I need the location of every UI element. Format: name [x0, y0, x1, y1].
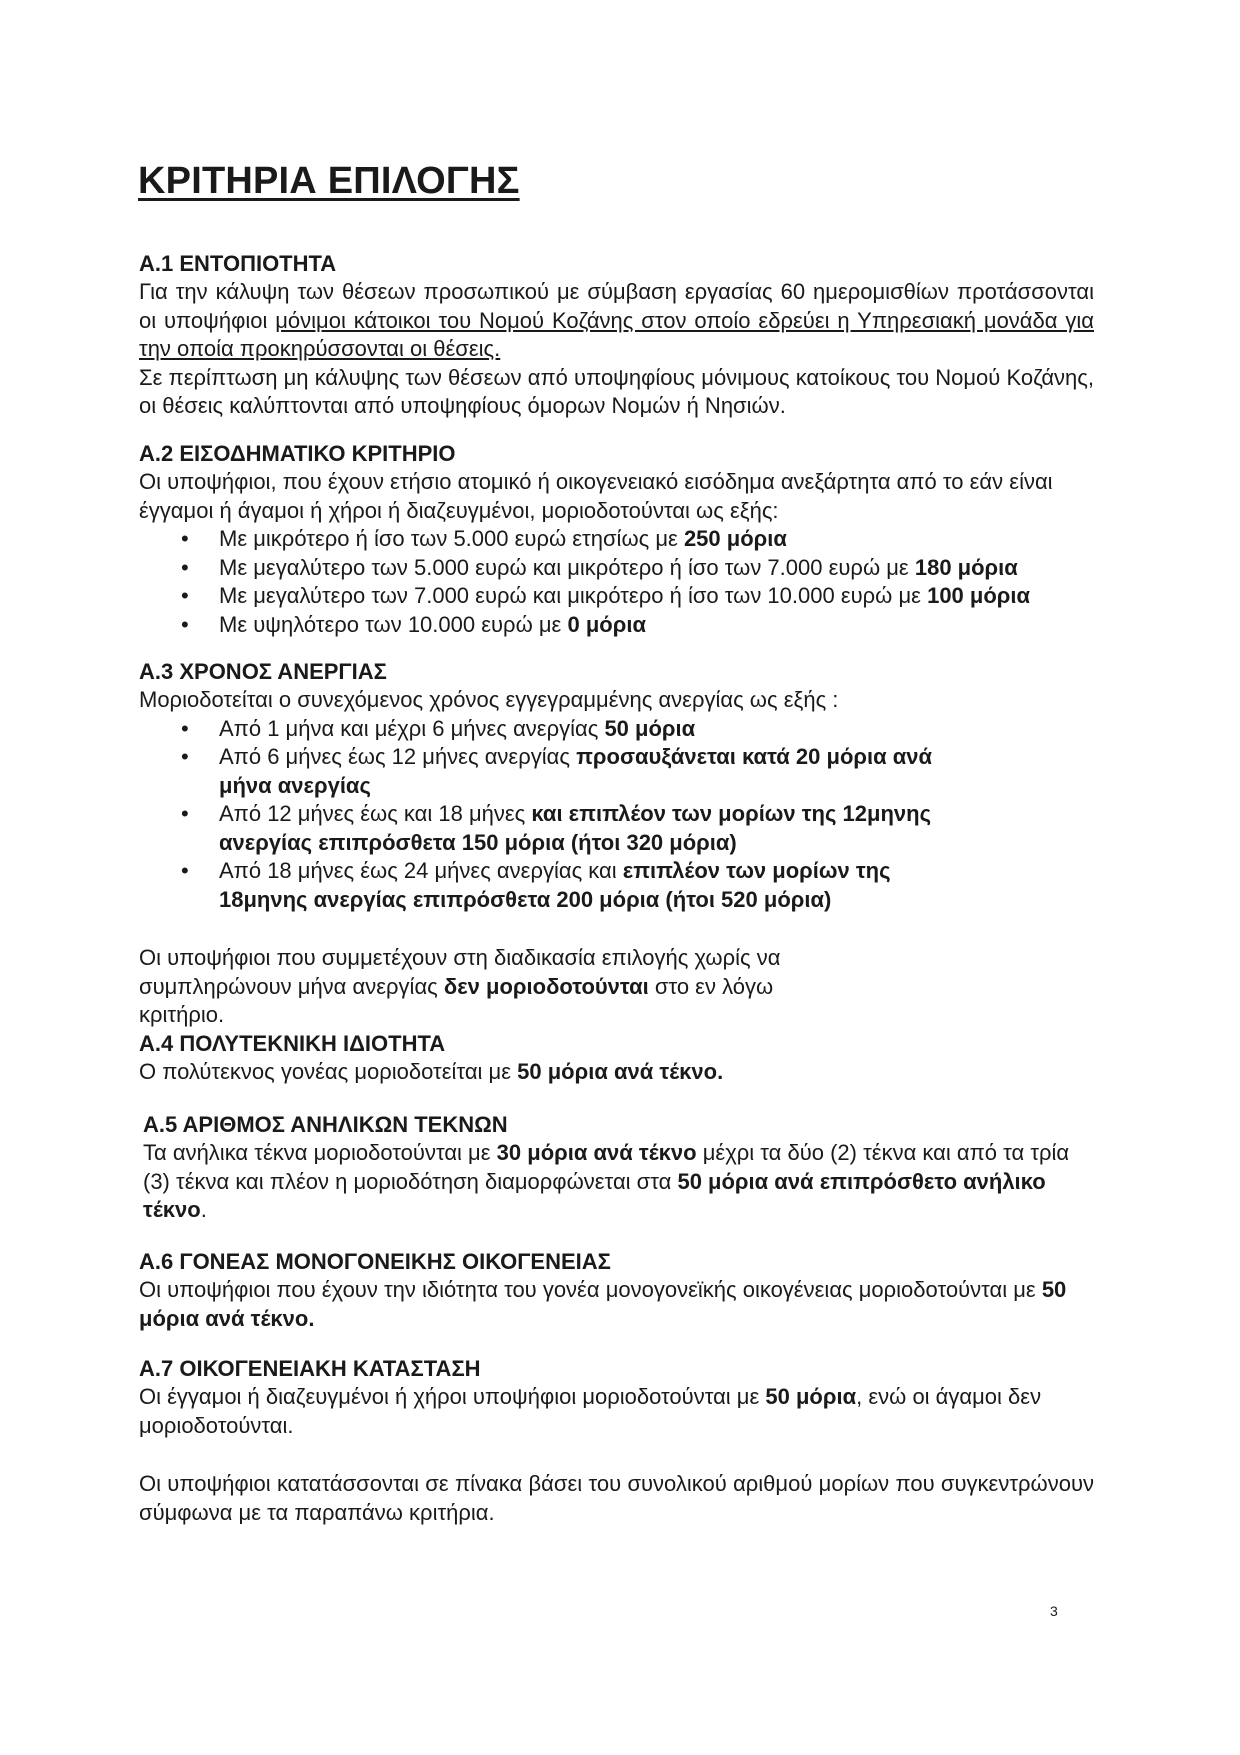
section-a6-plain: Οι υποψήφιοι που έχουν την ιδιότητα του γονέα μονογονεϊκής οικογένειας μοριοδοτούνται με: [139, 1277, 1042, 1302]
section-a3: [139, 658, 1094, 1030]
list-item-text: Από 1 μήνα και μέχρι 6 μήνες ανεργίας: [219, 715, 605, 741]
section-a7-plain-1: Οι έγγαμοι ή διαζευγμένοι ή χήροι υποψήφιοι μοριοδοτούνται με: [139, 1384, 766, 1409]
section-a3-list: [139, 715, 1094, 915]
section-a4-heading: Α.4 ΠΟΛΥΤΕΚΝΙΚΗ ΙΔΙΟΤΗΤΑ: [139, 1031, 446, 1056]
section-a4-plain: Ο πολύτεκνος γονέας μοριοδοτείται με: [139, 1059, 518, 1084]
list-item-text: Με μεγαλύτερο των 7.000 ευρώ και μικρότερο ή ίσο των 10.000 ευρώ με: [219, 583, 928, 608]
list-item-text: Με υψηλότερο των 10.000 ευρώ με: [219, 611, 568, 637]
list-item-points: 180 μόρια: [914, 554, 1018, 580]
section-a4-points: 50 μόρια ανά τέκνο.: [517, 1059, 724, 1084]
section-a1-heading: Α.1 ΕΝΤΟΠΙΟΤΗΤΑ: [139, 251, 337, 276]
section-a2-list: [139, 525, 1094, 639]
list-item-points: 50 μόρια: [604, 715, 696, 741]
section-a7: [139, 1355, 1094, 1440]
section-a3-intro: Μοριοδοτείται ο συνεχόμενος χρόνος εγγεγραμμένης ανεργίας ως εξής :: [139, 687, 839, 712]
section-a6-text: [139, 1276, 1094, 1333]
list-item-text: Από 6 μήνες έως 12 μήνες ανεργίας: [219, 744, 577, 769]
list-item: [139, 611, 1094, 640]
section-a2-heading: Α.2 ΕΙΣΟΔΗΜΑΤΙΚΟ ΚΡΙΤΗΡΙΟ: [139, 441, 456, 466]
section-a7-points: 50 μόρια: [765, 1384, 857, 1409]
section-a5: [143, 1111, 1098, 1225]
note-text: Οι υποψήφιοι που συμμετέχουν στη διαδικασία επιλογής χωρίς να συμπληρώνουν μήνα ανεργίας: [139, 945, 781, 999]
list-item-points: 250 μόρια: [683, 526, 787, 551]
section-a7-text: [139, 1383, 1094, 1440]
section-a6-heading: Α.6 ΓΟΝΕΑΣ ΜΟΝΟΓΟΝΕΙΚΗΣ ΟΙΚΟΓΕΝΕΙΑΣ: [139, 1249, 611, 1274]
list-item-text: Με μικρότερο ή ίσο των 5.000 ευρώ ετησίως με: [219, 526, 684, 551]
list-item-text: Από 18 μήνες έως 24 μήνες ανεργίας και: [219, 858, 623, 883]
section-a1-text: Για την κάλυψη των θέσεων προσωπικού με σύμβαση εργασίας 60 ημερομισθίων προτάσσονται οι υποψήφιοι: [139, 279, 1094, 333]
section-a5-points-2: 50 μόρια ανά επιπρόσθετο ανήλικο τέκνο: [143, 1168, 1046, 1222]
section-a5-heading: Α.5 ΑΡΙΘΜΟΣ ΑΝΗΛΙΚΩΝ ΤΕΚΝΩΝ: [143, 1112, 508, 1137]
section-a5-plain-2: μέχρι τα δύο (2) τέκνα και από τα τρία (3) τέκνα και πλέον η μοριοδότηση διαμορφώνεται στα: [143, 1140, 1070, 1194]
section-a5-plain-1: Τα ανήλικα τέκνα μοριοδοτούνται με: [143, 1140, 497, 1165]
closing-section: [139, 1470, 1094, 1527]
section-a7-plain-2: , ενώ οι άγαμοι δεν μοριοδοτούνται.: [139, 1384, 1042, 1438]
section-a4: [139, 1030, 1094, 1087]
list-item: [139, 857, 979, 914]
section-a2: [139, 440, 1094, 639]
note-bold-text: δεν μοριοδοτούνται: [443, 973, 649, 999]
page-title: ΚΡΙΤΗΡΙΑ ΕΠΙΛΟΓΗΣ: [138, 160, 520, 202]
section-a5-points-1: 30 μόρια ανά τέκνο: [496, 1140, 697, 1165]
list-item: [139, 800, 979, 857]
section-a2-intro: Οι υποψήφιοι, που έχουν ετήσιο ατομικό ή οικογενειακό εισόδημα ανεξάρτητα από το εάν είναι έγγαμοι ή άγαμοι ή χήροι ή διαζευγμένοι, μοριοδοτούνται ως εξής:: [139, 469, 1053, 523]
list-item: [139, 554, 1094, 583]
list-item-points: 0 μόρια: [567, 611, 646, 637]
list-item: [139, 582, 1094, 611]
list-item-points: και επιπλέον των μορίων της 12μηνης ανεργίας επιπρόσθετα 150 μόρια (ήτοι 320 μόρια): [219, 801, 932, 855]
section-a5-plain-3: .: [200, 1197, 207, 1222]
closing-paragraph: Οι υποψήφιοι κατατάσσονται σε πίνακα βάσει του συνολικού αριθμού μορίων που συγκεντρώνουν σύμφωνα με τα παραπάνω κριτήρια.: [139, 1471, 1094, 1525]
note-text-end: στο εν λόγω κριτήριο.: [139, 973, 774, 1027]
section-a6-points: 50 μόρια ανά τέκνο.: [139, 1277, 1067, 1331]
list-item-points: προσαυξάνεται κατά 20 μόρια ανά μήνα ανεργίας: [219, 744, 933, 798]
section-a5-text: [143, 1139, 1098, 1225]
section-a3-heading: Α.3 ΧΡΟΝΟΣ ΑΝΕΡΓΙΑΣ: [139, 659, 387, 684]
section-a1-paragraph-2: Σε περίπτωση μη κάλυψης των θέσεων από υποψηφίους μόνιμους κατοίκους του Νομού Κοζάνης, οι θέσεις καλύπτονται από υποψηφίους όμορων Νομών ή Νησιών.: [139, 364, 1094, 418]
section-a1-paragraph-1: [139, 278, 1094, 364]
list-item: [139, 743, 979, 800]
section-a7-heading: Α.7 ΟΙΚΟΓΕΝΕΙΑΚΗ ΚΑΤΑΣΤΑΣΗ: [139, 1356, 481, 1381]
list-item: [139, 525, 1094, 554]
list-item-points: 100 μόρια: [927, 583, 1031, 608]
list-item-text: Με μεγαλύτερο των 5.000 ευρώ και μικρότερο ή ίσο των 7.000 ευρώ με: [219, 554, 915, 580]
list-item: [139, 715, 979, 744]
section-a3-note: [139, 944, 1094, 1030]
page-number: 3: [1050, 1603, 1058, 1619]
section-a1-underlined-text: μόνιμοι κάτοικοι του Νομού Κοζάνης στον οποίο εδρεύει η Υπηρεσιακή μονάδα για την οποία προκηρύσσονται οι θέσεις.: [139, 307, 1094, 361]
list-item-text: Από 12 μήνες έως και 18 μήνες: [219, 801, 532, 826]
section-a6: [139, 1248, 1094, 1333]
list-item-points: επιπλέον των μορίων της 18μηνης ανεργίας επιπρόσθετα 200 μόρια (ήτοι 520 μόρια): [219, 858, 891, 912]
section-a4-text: [139, 1058, 1094, 1087]
section-a1: [139, 250, 1094, 421]
